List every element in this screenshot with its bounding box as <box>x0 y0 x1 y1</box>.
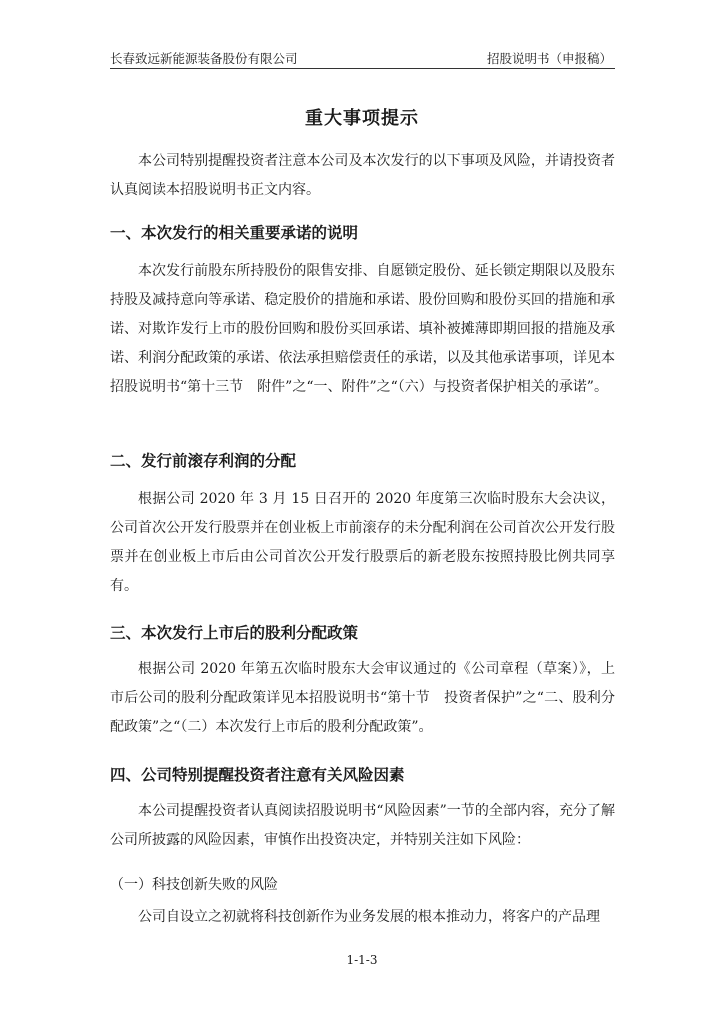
section-3-body: 根据公司 2020 年第五次临时股东大会审议通过的《公司章程（草案）》，上市后公司的股利分配政策详见本招股说明书“第十节 投资者保护”之“二、股利分配政策”之“（二）本次发行上市后的股利分配政策”。 <box>110 661 615 735</box>
subsection-heading: （一）科技创新失败的风险 <box>110 877 278 893</box>
intro-paragraph: 本公司特别提醒投资者注意本公司及本次发行的以下事项及风险，并请投资者认真阅读本招股说明书正文内容。 <box>110 153 615 198</box>
section-3-heading: 三、本次发行上市后的股利分配政策 <box>110 624 359 642</box>
page-number: 1-1-3 <box>346 953 378 967</box>
section-1-body: 本次发行前股东所持股份的限售安排、自愿锁定股份、延长锁定期限以及股东持股及减持意向等承诺、稳定股价的措施和承诺、股份回购和股份买回的措施和承诺、对欺诈发行上市的股份回购和股份买回承诺、填补被摊薄即期回报的措施及承诺、利润分配政策的承诺、依法承担赔偿责任的承诺，以及其他承诺事项，详见本招股说明书“第十三节 附件”之“一、附件”之“（六）与投资者保护相关的承诺”。 <box>110 263 615 395</box>
subsection-body: 公司自设立之初就将科技创新作为业务发展的根本推动力，将客户的产品理 <box>138 909 600 925</box>
section-1-heading: 一、本次发行的相关重要承诺的说明 <box>110 224 359 242</box>
section-2-body: 根据公司 2020 年 3 月 15 日召开的 2020 年度第三次临时股东大会决议，公司首次公开发行股票并在创业板上市前滚存的未分配利润在公司首次公开发行股票并在创业板上市后由公司首次公开发行股票后的新老股东按照持股比例共同享有。 <box>110 491 615 594</box>
header-company-name: 长春致远新能源装备股份有限公司 <box>110 51 298 66</box>
section-4-heading: 四、公司特别提醒投资者注意有关风险因素 <box>110 766 405 784</box>
header-divider <box>110 68 615 69</box>
page-title: 重大事项提示 <box>305 108 419 129</box>
header-document-type: 招股说明书（申报稿） <box>486 51 612 66</box>
section-4-body: 本公司提醒投资者认真阅读招股说明书“风险因素”一节的全部内容，充分了解公司所披露的风险因素，审慎作出投资决定，并特别关注如下风险： <box>110 803 615 848</box>
section-2-heading: 二、发行前滚存利润的分配 <box>110 452 297 470</box>
